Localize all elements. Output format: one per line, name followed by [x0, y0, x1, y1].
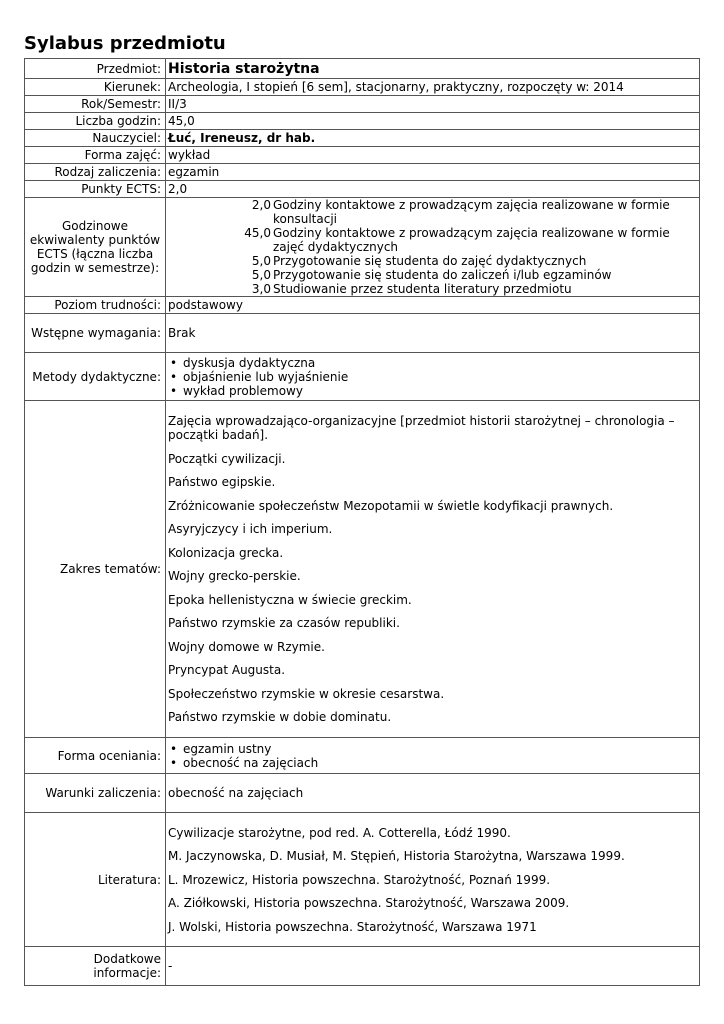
prerequisites-value: Brak — [166, 314, 700, 353]
topic-item: Asyryjczycy i ich imperium. — [168, 522, 333, 536]
literature-item: L. Mrozewicz, Historia powszechna. Starożytność, Poznań 1999. — [168, 872, 551, 887]
teacher-value: Łuć, Ireneusz, dr hab. — [166, 130, 700, 147]
ects-item-hours: 5,0 — [251, 254, 271, 268]
ects-points-label: Punkty ECTS: — [25, 181, 166, 198]
pass-conditions-label: Warunki zaliczenia: — [25, 774, 166, 813]
ects-breakdown-list — [166, 198, 700, 297]
pass-conditions-value: obecność na zajęciach — [166, 774, 700, 813]
row-prerequisites — [25, 314, 700, 353]
ects-item — [166, 254, 699, 268]
ects-item-hours: 5,0 — [251, 268, 271, 282]
topic-item: Państwo rzymskie w dobie dominatu. — [168, 710, 392, 724]
methods-label: Metody dydaktyczne: — [25, 353, 166, 401]
credit-type-label: Rodzaj zaliczenia: — [25, 164, 166, 181]
additional-value: - — [166, 947, 700, 986]
list-item: • dyskusja dydaktyczna — [168, 356, 695, 370]
teacher-label: Nauczyciel: — [25, 130, 166, 147]
literature-item: A. Ziółkowski, Historia powszechna. Starożytność, Warszawa 2009. — [168, 896, 570, 910]
ects-item-text: Przygotowanie się studenta do zajęć dydaktycznych — [273, 254, 587, 268]
credit-type-value: egzamin — [166, 164, 700, 181]
prerequisites-label: Wstępne wymagania: — [25, 314, 166, 353]
class-form-value: wykład — [166, 147, 700, 164]
row-year-semester — [25, 96, 700, 113]
row-topics — [25, 401, 700, 738]
additional-label: Dodatkowe informacje: — [25, 947, 166, 986]
row-methods — [25, 353, 700, 401]
list-item: • obecność na zajęciach — [168, 756, 695, 770]
topic-item: Pryncypat Augusta. — [168, 663, 286, 677]
ects-item-hours: 3,0 — [251, 282, 271, 296]
topic-item: Kolonizacja grecka. — [168, 545, 284, 560]
assessment-list — [168, 742, 695, 770]
topic-item: Społeczeństwo rzymskie w okresie cesarstwa. — [168, 686, 445, 701]
ects-item — [166, 268, 699, 282]
literature-label: Literatura: — [25, 813, 166, 947]
ects-item-text: Przygotowanie się studenta do zaliczeń i/lub egzaminów — [273, 268, 612, 282]
row-hours — [25, 113, 700, 130]
subject-label: Przedmiot: — [25, 59, 166, 79]
topic-item: Początki cywilizacji. — [168, 451, 286, 466]
class-form-label: Forma zajęć: — [25, 147, 166, 164]
topics-label: Zakres tematów: — [25, 401, 166, 738]
ects-item-hours: 2,0 — [251, 198, 271, 212]
row-assessment — [25, 738, 700, 774]
row-subject — [25, 59, 700, 79]
ects-points-value: 2,0 — [166, 181, 700, 198]
ects-item-text: Godziny kontaktowe z prowadzącym zajęcia realizowane w formie zajęć dydaktycznych — [273, 226, 670, 254]
list-item: • wykład problemowy — [168, 384, 695, 398]
row-teacher — [25, 130, 700, 147]
page-title: Sylabus przedmiotu — [24, 33, 226, 54]
row-pass-conditions — [25, 774, 700, 813]
literature-list — [166, 813, 700, 947]
literature-item: J. Wolski, Historia powszechna. Starożytność, Warszawa 1971 — [168, 919, 537, 934]
hours-label: Liczba godzin: — [25, 113, 166, 130]
methods-list-cell — [166, 353, 700, 401]
row-direction — [25, 79, 700, 96]
row-class-form — [25, 147, 700, 164]
row-credit-type — [25, 164, 700, 181]
row-additional — [25, 947, 700, 986]
ects-breakdown-label: Godzinowe ekwiwalenty punktów ECTS (łączna liczba godzin w semestrze): — [25, 198, 166, 297]
difficulty-value: podstawowy — [166, 297, 700, 314]
direction-value: Archeologia, I stopień [6 sem], stacjonarny, praktyczny, rozpoczęty w: 2014 — [166, 79, 700, 96]
topics-list — [166, 401, 700, 738]
row-ects-points — [25, 181, 700, 198]
assessment-label: Forma oceniania: — [25, 738, 166, 774]
topic-item: Państwo egipskie. — [168, 475, 276, 489]
year-semester-value: II/3 — [166, 96, 700, 113]
topic-item: Zajęcia wprowadzająco-organizacyjne [przedmiot historii starożytnej – chronologia – początki badań]. — [168, 414, 675, 442]
direction-label: Kierunek: — [25, 79, 166, 96]
ects-item-text: Studiowanie przez studenta literatury przedmiotu — [273, 282, 572, 296]
ects-item-text: Godziny kontaktowe z prowadzącym zajęcia realizowane w formie konsultacji — [273, 198, 670, 226]
row-ects-breakdown — [25, 198, 700, 297]
ects-item — [166, 226, 699, 254]
row-literature — [25, 813, 700, 947]
literature-item: Cywilizacje starożytne, pod red. A. Cotterella, Łódź 1990. — [168, 825, 511, 840]
topic-item: Państwo rzymskie za czasów republiki. — [168, 616, 400, 630]
topic-item: Wojny grecko-perskie. — [168, 569, 301, 583]
assessment-list-cell — [166, 738, 700, 774]
list-item: • egzamin ustny — [168, 742, 695, 756]
hours-value: 45,0 — [166, 113, 700, 130]
topic-item: Zróżnicowanie społeczeństw Mezopotamii w świetle kodyfikacji prawnych. — [168, 498, 614, 513]
literature-item: M. Jaczynowska, D. Musiał, M. Stępień, Historia Starożytna, Warszawa 1999. — [168, 849, 625, 863]
row-difficulty — [25, 297, 700, 314]
methods-list — [168, 356, 695, 398]
topic-item: Epoka hellenistyczna w świecie greckim. — [168, 592, 412, 607]
ects-item — [166, 282, 699, 296]
ects-item — [166, 198, 699, 226]
syllabus-table — [24, 58, 700, 986]
difficulty-label: Poziom trudności: — [25, 297, 166, 314]
ects-item-hours: 45,0 — [244, 226, 271, 240]
year-semester-label: Rok/Semestr: — [25, 96, 166, 113]
topic-item: Wojny domowe w Rzymie. — [168, 639, 325, 654]
subject-value: Historia starożytna — [166, 59, 700, 79]
list-item: • objaśnienie lub wyjaśnienie — [168, 370, 695, 384]
